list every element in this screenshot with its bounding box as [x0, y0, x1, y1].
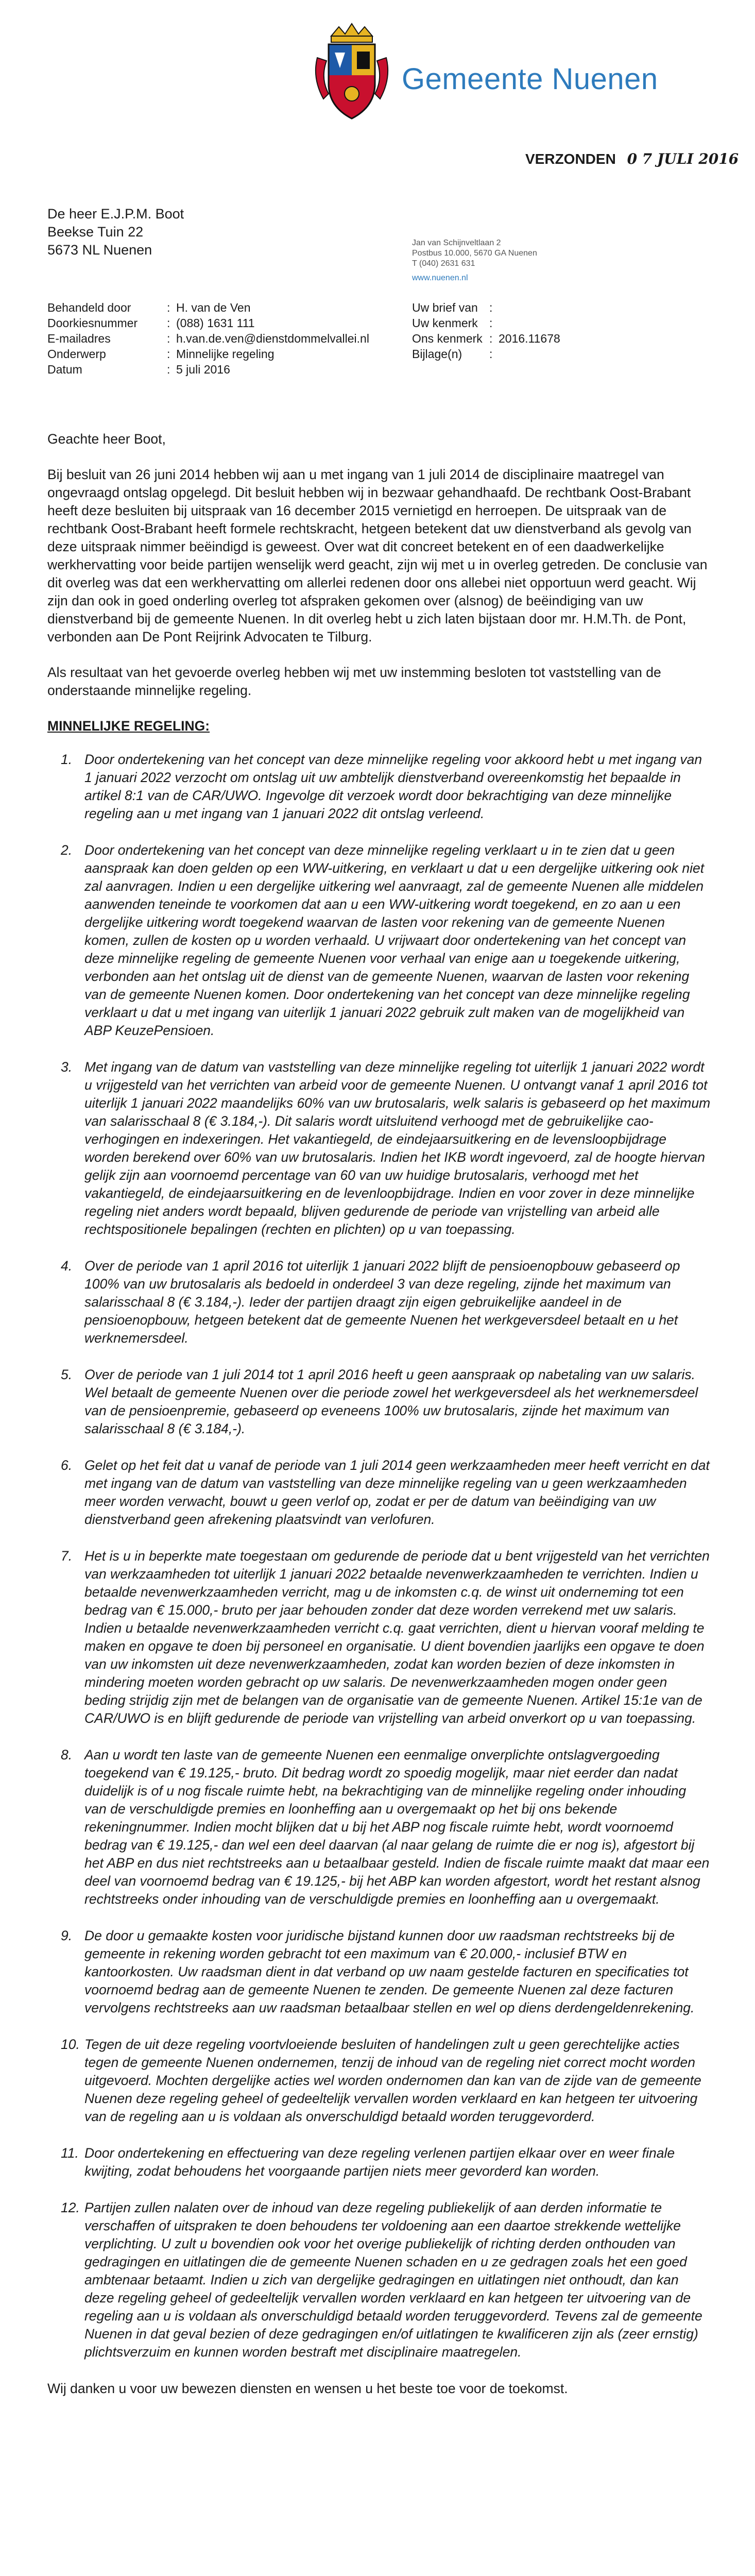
clause-text: Over de periode van 1 juli 2014 tot 1 april 2016 heeft u geen aanspraak op nabetaling van uw salaris. Wel betaalt de gemeente Nuenen over die periode zowel het werkgeversdeel als het werknemersdeel van de pensioenpremie, gebaseerd op eveneens 100% uw brutosalaris, zijnde het maximum van salarisschaal 8 (€ 3.184,-). [84, 1367, 698, 1436]
closing-paragraph: Wij danken u voor uw bewezen diensten en wensen u het beste toe voor de toekomst. [47, 2381, 568, 2396]
meta-row: Uw kenmerk : [412, 315, 560, 331]
letter-body [47, 430, 712, 2415]
meta-value: 5 juli 2016 [176, 363, 230, 376]
clause-number: 1. [61, 752, 73, 767]
meta-row: Doorkiesnummer : (088) 1631 111 [47, 315, 369, 331]
meta-row: E-mailadres : h.van.de.ven@dienstdommelvallei.nl [47, 332, 369, 345]
meta-row: Bijlage(n) : [412, 346, 560, 362]
sender-address [412, 238, 537, 283]
municipality-brand: Gemeente Nuenen [402, 62, 658, 96]
coat-of-arms-logo [308, 22, 396, 125]
meta-value [499, 346, 560, 362]
clause-text: Tegen de uit deze regeling voortvloeiende besluiten of handelingen zult u geen gerechtelijke acties tegen de gemeente Nuenen ondernemen, tenzij de inhoud van de regeling niet correct mocht worden uitgevoerd. Mochten dergelijke acties wel worden ondernomen dan kan van de zijde van de gemeente Nuenen deze regeling geheel of gedeeltelijk vervallen worden verklaard en kan hetgeen ter uitvoering van de regeling aan u is voldaan als onverschuldigd betaald worden teruggevorderd. [84, 2037, 701, 2124]
clause-text: Aan u wordt ten laste van de gemeente Nuenen een eenmalige onverplichte ontslagvergoeding toegekend van € 19.125,- bruto. Dit bedrag wordt zo spoedig mogelijk, maar niet eerder dan nadat duidelijk is of u nog fiscale ruimte hebt, na bekrachtiging van de minnelijke regeling onder inhouding van de verschuldigde premies en loonheffing aan u overgemaakt op het bij ons bekende rekeningnummer. Indien mocht blijken dat u bij het ABP nog fiscale ruimte hebt, wordt voornoemd bedrag van € 19.125,- dan wel een deel daarvan (al naar gelang de ruimte die er nog is), afgestort bij het ABP en dus niet rechtstreeks aan u betaalbaar gesteld. Indien de fiscale ruimte maakt dat maar een deel van voornoemd bedrag van € 19.125,- bij het ABP kan worden afgestort, wordt het restant alsnog rechtstreeks onder inhouding van de verschuldigde premies en loonheffing aan u overgemaakt. [84, 1747, 710, 1907]
meta-key: Datum [47, 363, 82, 376]
recipient-name: De heer E.J.P.M. Boot [47, 206, 184, 222]
meta-row: Uw brief van : [412, 300, 560, 315]
clause-item [47, 841, 712, 1040]
clause-text: Door ondertekening van het concept van deze minnelijke regeling voor akkoord hebt u met ingang van 1 januari 2022 verzocht om ontslag uit uw ambtelijk dienstverband overeenkomstig het bepaalde in artikel 8:1 van de CAR/UWO. Ingevolge dit verzoek wordt door bekrachtiging van deze minnelijke regeling aan u met ingang van 1 januari 2022 dit ontslag verleend. [84, 752, 702, 821]
meta-key: Onderwerp [47, 347, 106, 361]
clause-item [47, 1746, 712, 1908]
clause-number: 10. [61, 2037, 80, 2052]
meta-value: (088) 1631 111 [176, 316, 255, 330]
result-paragraph: Als resultaat van het gevoerde overleg hebben wij met uw instemming besloten tot vaststelling van de onderstaande minnelijke regeling. [47, 665, 661, 698]
clause-item [47, 1547, 712, 1727]
clauses-list [47, 751, 712, 2361]
clause-text: Door ondertekening en effectuering van deze regeling verlenen partijen elkaar over en weer finale kwijting, zodat behoudens het voorgaande partijen niets meer gevorderd kan worden. [84, 2145, 675, 2179]
meta-value: H. van de Ven [176, 301, 251, 314]
sender-street: Jan van Schijnveltlaan 2 [412, 239, 501, 247]
clause-item [47, 1257, 712, 1347]
clause-number: 3. [61, 1059, 73, 1075]
meta-row: Onderwerp : Minnelijke regeling [47, 346, 369, 362]
clause-text: Gelet op het feit dat u vanaf de periode van 1 juli 2014 geen werkzaamheden meer heeft verricht en dat met ingang van de datum van vaststelling van deze minnelijke regeling van u geen werkzaamheden meer worden verwacht, bouwt u geen verlof op, zodat er per de datum van beëindiging van uw dienstverband geen afrekening plaatsvindt van verlofuren. [84, 1458, 710, 1527]
clause-text: Door ondertekening van het concept van deze minnelijke regeling verklaart u in te zien dat u geen aanspraak kan doen gelden op een WW-uitkering, en verklaart u dat u een dergelijke uitkering ook niet zal aanvragen. Indien u een dergelijke uitkering wel aanvraagt, zal de gemeente Nuenen alle middelen aanwenden teneinde te voorkomen dat aan u een WW-uitkering wordt toegekend, en zo aan u een dergelijke uitkering wordt toegekend waarvan de lasten voor rekening van de gemeente Nuenen komen, zullen de kosten op u worden verhaald. U vrijwaart door ondertekening van het concept van deze minnelijke regeling de gemeente Nuenen voor verhaal van enige aan u toegekende uitkering, verbonden aan het ontslag uit de dienst van de gemeente Nuenen, waarvan de lasten voor rekening van de gemeente Nuenen komen. Door ondertekening van het concept van deze minnelijke regeling verklaart u dat u met ingang van uiterlijk 1 januari 2022 gebruik zult maken van de mogelijkheid van ABP KeuzePensioen. [84, 842, 705, 1038]
clause-number: 4. [61, 1258, 73, 1274]
meta-key: E-mailadres [47, 332, 111, 345]
meta-value [499, 315, 560, 331]
section-heading: MINNELIJKE REGELING: [47, 718, 210, 734]
recipient-street: Beekse Tuin 22 [47, 224, 144, 240]
clause-text: De door u gemaakte kosten voor juridische bijstand kunnen door uw raadsman rechtstreeks bij de gemeente in rekening worden gebracht tot een maximum van € 20.000,- inclusief BTW en kantoorkosten. Uw raadsman dient in dat verband op uw naam gestelde facturen en specificaties tot voornoemd bedrag aan de gemeente Nuenen te zenden. De gemeente Nuenen zal deze facturen vervolgens rechtstreeks aan uw raadsman betaalbaar stellen en wel op diens derdengeldenrekening. [84, 1928, 695, 2015]
intro-paragraph: Bij besluit van 26 juni 2014 hebben wij aan u met ingang van 1 juli 2014 de disciplinaire maatregel van ongevraagd ontslag opgelegd. Dit besluit hebben wij in bezwaar gehandhaafd. De rechtbank Oost-Brabant heeft deze besluiten bij uitspraak van 16 december 2015 vernietigd en herroepen. De uitspraak van de rechtbank Oost-Brabant heeft formele rechtskracht, hetgeen betekent dat uw dienstverband als gevolg van deze uitspraak nimmer beëindigd is geweest. Over wat dit concreet betekent en of een daadwerkelijke werkhervatting voor beide partijen wenselijk werd geacht, zijn wij met u in overleg getreden. De conclusie van dit overleg was dat een werkhervatting om allerlei redenen door ons allebei niet opportuun werd geacht. Wij zijn dan ook in goed onderling overleg tot afspraken gekomen over (alsnog) de beëindiging van uw dienstverband bij de gemeente Nuenen. In dit overleg hebt u zich laten bijstaan door mr. H.M.Th. de Pont, verbonden aan De Pont Reijrink Advocaten te Tilburg. [47, 467, 708, 645]
meta-value [499, 300, 560, 315]
clause-item [47, 2199, 712, 2361]
meta-value-email: h.van.de.ven@dienstdommelvallei.nl [176, 332, 369, 345]
clause-number: 7. [61, 1548, 73, 1564]
clause-number: 5. [61, 1367, 73, 1382]
sender-postbus: Postbus 10.000, 5670 GA Nuenen [412, 249, 537, 258]
meta-key: Uw kenmerk [412, 316, 478, 330]
clause-number: 12. [61, 2200, 80, 2215]
clause-text: Over de periode van 1 april 2016 tot uiterlijk 1 januari 2022 blijft de pensioenopbouw gebaseerd op 100% van uw brutosalaris als bedoeld in onderdeel 3 van deze regeling, zijnde het maximum van salarisschaal 8 (€ 3.184,-). Ieder der partijen draagt zijn eigen gebruikelijke aandeel in de pensioenopbouw, hetgeen betekent dat de gemeente Nuenen het werkgeversdeel betaalt en u het werknemersdeel. [84, 1258, 680, 1346]
meta-key: Ons kenmerk [412, 332, 483, 345]
sent-stamp [525, 150, 739, 167]
clause-text: Partijen zullen nalaten over de inhoud van deze regeling publiekelijk of aan derden informatie te verschaffen of uitspraken te doen behoudens ter voldoening aan een daartoe strekkende wettelijke verplichting. U zult u bovendien ook voor het overige publiekelijk of richting derden onthouden van gedragingen en uitlatingen die de gemeente Nuenen schaden en u ze gedragen zoals het een goed ambtenaar betaamt. Indien u zich van dergelijke gedragingen en uitlatingen niet onthoudt, dan kan deze regeling geheel of gedeeltelijk vervallen worden verklaard en kan hetgeen ter uitvoering van de regeling aan u is voldaan als onverschuldigd betaald worden teruggevorderd. Tevens zal de gemeente Nuenen in dat geval bezien of deze gedragingen en/of uitlatingen te kwalificeren zijn als (zeer ernstig) plichtsverzuim en kunnen worden bestraft met disciplinaire maatregelen. [84, 2200, 702, 2360]
sent-stamp-label: VERZONDEN [525, 151, 616, 167]
clause-item [47, 1927, 712, 2017]
sender-website-link[interactable]: www.nuenen.nl [412, 274, 468, 282]
clause-text: Het is u in beperkte mate toegestaan om gedurende de periode dat u bent vrijgesteld van het verrichten van werkzaamheden tot uiterlijk 1 januari 2022 betaalde nevenwerkzaamheden te verrichten. Indien u betaalde nevenwerkzaamheden verricht, mag u de inkomsten c.q. de winst uit onderneming tot een bedrag van € 15.000,- bruto per jaar behouden zonder dat deze worden verrekend met uw salaris. Indien u betaalde nevenwerkzaamheden verricht c.q. gaat verrichten, dient u hiervan vooraf melding te maken en opgave te doen bij personeel en organisatie. U dient bovendien jaarlijks een opgave te doen van uw inkomsten uit deze nevenwerkzaamheden, zodat kan worden bezien of deze inkomsten in mindering moeten worden gebracht op uw salaris. De nevenwerkzaamheden mogen onder geen beding strijdig zijn met de belangen van de organisatie van de gemeente Nuenen. Artikel 15:1e van de CAR/UWO is en blijft gedurende de periode van vrijstelling van arbeid onverkort op u van toepassing. [84, 1548, 710, 1726]
clause-item [47, 2144, 712, 2180]
clause-item [47, 751, 712, 823]
clause-number: 8. [61, 1747, 73, 1762]
meta-value: Minnelijke regeling [176, 347, 274, 361]
clause-number: 2. [61, 842, 73, 858]
clause-text: Met ingang van de datum van vaststelling van deze minnelijke regeling tot uiterlijk 1 januari 2022 wordt u vrijgesteld van het verrichten van arbeid voor de gemeente Nuenen. U ontvangt vanaf 1 april 2016 tot uiterlijk 1 januari 2022 maandelijks 60% van uw brutosalaris, welk salaris is gebaseerd op het maximum van salarisschaal 8 (€ 3.184,-). Dit salaris wordt uitsluitend verhoogd met de gebruikelijke cao-verhogingen en indexeringen. Het vakantiegeld, de eindejaarsuitkering en de levensloopbijdrage worden berekend over 60% van uw brutosalaris. Indien het IKB wordt ingevoerd, zal de hoogte hiervan gelijk zijn aan voornoemd percentage van 60 van uw huidige brutosalaris, verhoogd met het vakantiegeld, de eindejaarsuitkering en de levenloopbijdrage. Indien en voor zover in deze minnelijke regeling niet anders wordt bepaald, blijven gedurende de periode van vrijstelling van arbeid alle rechtspositionele bepalingen (rechten en plichten) op u van toepassing. [84, 1059, 711, 1237]
meta-left [47, 300, 369, 377]
clause-number: 9. [61, 1928, 73, 1943]
clause-item [47, 1456, 712, 1529]
meta-key: Bijlage(n) [412, 347, 462, 361]
clause-item [47, 1058, 712, 1239]
meta-value: 2016.11678 [499, 332, 560, 345]
recipient-address [47, 205, 184, 259]
clause-number: 11. [61, 2145, 79, 2161]
clause-item [47, 1366, 712, 1438]
sender-phone: T (040) 2631 631 [412, 259, 475, 268]
clause-number: 6. [61, 1458, 73, 1473]
salutation: Geachte heer Boot, [47, 431, 166, 447]
clause-item [47, 2036, 712, 2126]
meta-key: Doorkiesnummer [47, 316, 138, 330]
meta-row: Ons kenmerk : 2016.11678 [412, 332, 560, 345]
meta-row: Datum : 5 juli 2016 [47, 362, 369, 377]
meta-key: Uw brief van [412, 301, 478, 314]
meta-key: Behandeld door [47, 301, 131, 314]
meta-right [412, 300, 560, 362]
meta-row: Behandeld door : H. van de Ven [47, 300, 369, 315]
recipient-city: 5673 NL Nuenen [47, 242, 152, 258]
sent-stamp-date: 0 7 JULI 2016 [627, 150, 739, 167]
